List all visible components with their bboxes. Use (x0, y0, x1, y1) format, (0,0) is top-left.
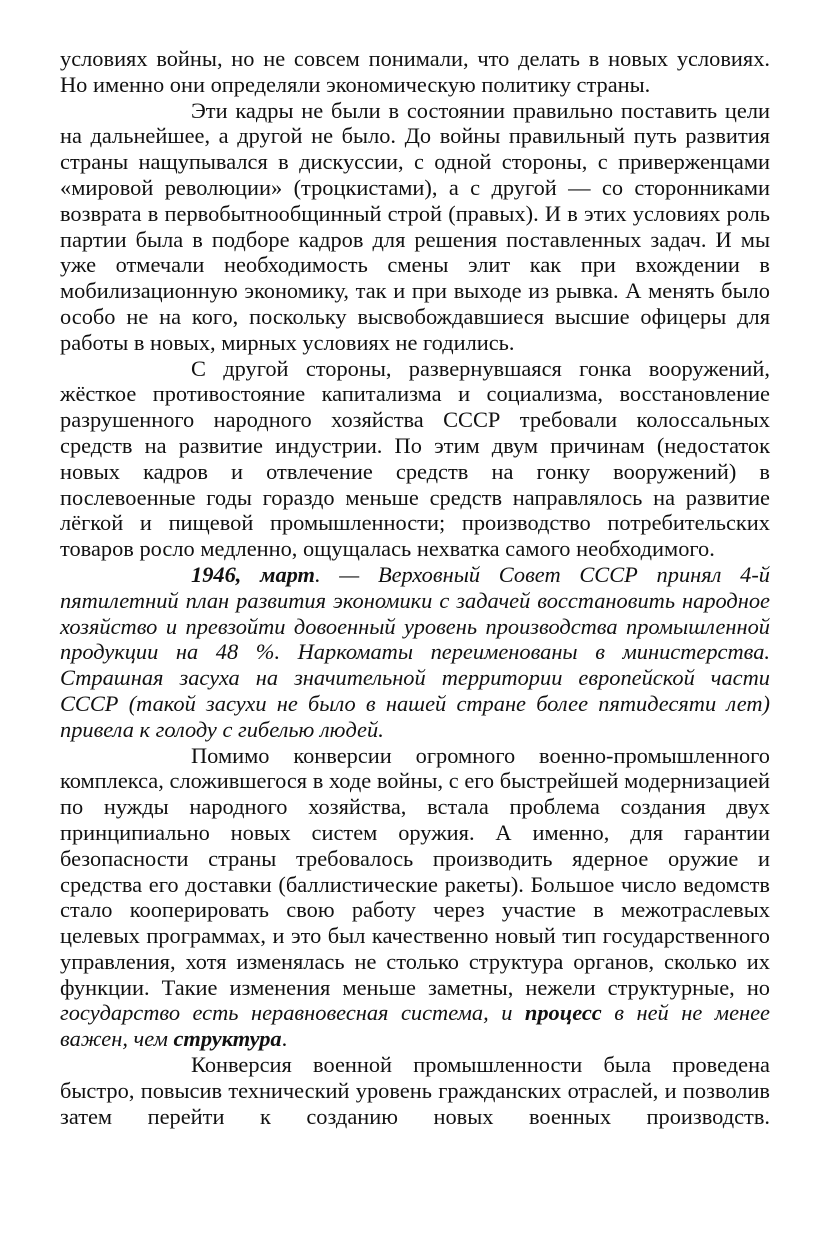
paragraph-arms-race (60, 356, 770, 562)
paragraph-cadres (60, 98, 770, 356)
paragraph-conversion-military (60, 1052, 770, 1129)
paragraph-chronicle-1946 (60, 562, 770, 743)
emphasis-italic: в ней не менее важен, чем (60, 1000, 770, 1052)
paragraph-conversion-complex (60, 743, 770, 1053)
paragraph-text: Конверсия военной промышленности была проведена быстро, повысив технический уровень гражданских отраслей, и позволив затем перейти к созданию новых военных производств. (60, 1052, 770, 1129)
chronicle-date: 1946, март (191, 561, 315, 587)
emphasis-italic: государство есть неравновесная система, и (60, 1000, 525, 1026)
paragraph-text-end: . (281, 1026, 288, 1052)
paragraph-text: Эти кадры не были в состоянии правильно поставить цели на дальнейшее, а другой не было. До войны правильный путь развития страны нащупывался в дискуссии, с одной стороны, с приверженцами «мировой революции» (троцкистами), а с другой — со сторонниками возврата в первобытнообщинный строй (правых). И в этих условиях роль партии была в подборе кадров для решения поставленных задач. И мы уже отмечали необходимость смены элит как при вхождении в мобилизационную экономику, так и при выходе из рывка. А менять было особо не на кого, поскольку высвобождавшиеся высшие офицеры для работы в новых, мирных условиях не годились. (60, 97, 770, 355)
paragraph-text: Помимо конверсии огромного военно-промышленного комплекса, сложившегося в ходе войны, с его быстрейшей модернизацией по нужды народного хозяйства, встала проблема создания двух принципиально новых систем оружия. А именно, для гарантии безопасности страны требовалось производить ядерное оружие и средства его доставки (баллистические ракеты). Большое число ведомств стало кооперировать свою работу через участие в межотраслевых целевых программах, и это был качественно новый тип государственного управления, хотя изменялась не столько структура органов, сколько их функции. Такие изменения меньше заметны, нежели структурные, но (60, 742, 770, 1000)
emphasis-bold-structure: структура (173, 1026, 282, 1052)
emphasis-bold-process: процесс (524, 1000, 602, 1026)
paragraph-text: условиях войны, но не совсем понимали, что делать в новых условиях. Но именно они определяли экономическую политику страны. (60, 46, 770, 97)
chronicle-text: . — Верховный Совет СССР принял 4-й пятилетний план развития экономики с задачей восстановить народное хозяйство и превзойти довоенный уровень производства промышленной продукции на 48 %. Наркоматы переименованы в министерства. Страшная засуха на значительной территории европейской части СССР (такой засухи не было в нашей стране более пятидесяти лет) привела к голоду с гибелью людей. (60, 561, 770, 742)
paragraph-text: С другой стороны, развернувшаяся гонка вооружений, жёсткое противостояние капитализма и социализма, восстановление разрушенного народного хозяйства СССР требовали колоссальных средств на развитие индустрии. По этим двум причинам (недостаток новых кадров и отвлечение средств на гонку вооружений) в послевоенные годы гораздо меньше средств направлялось на развитие лёгкой и пищевой промышленности; производство потребительских товаров росло медленно, ощущалась нехватка самого необходимого. (60, 355, 770, 562)
paragraph-continuation (60, 46, 770, 98)
document-page (60, 46, 770, 1129)
